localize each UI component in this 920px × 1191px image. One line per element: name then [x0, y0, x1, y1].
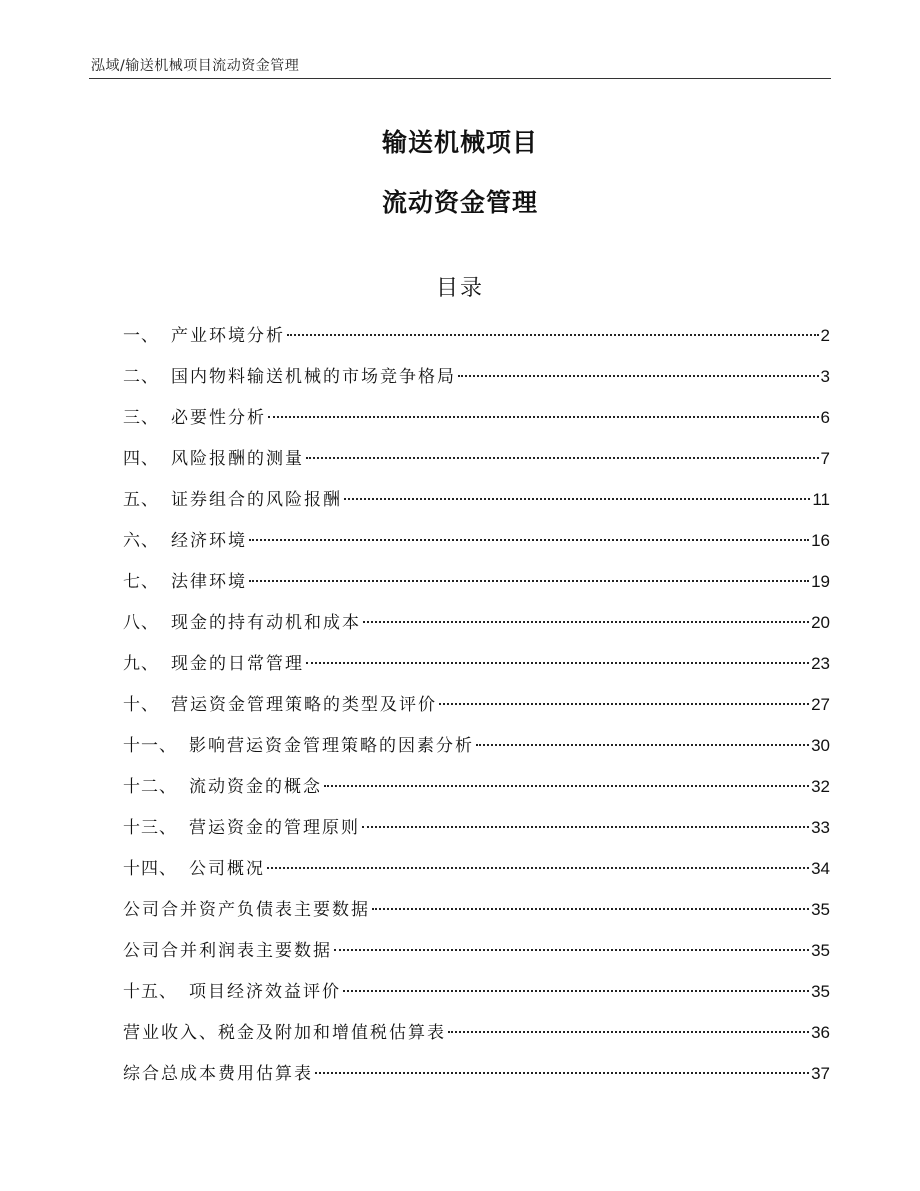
- toc-entry-label: 影响营运资金管理策略的因素分析: [189, 736, 474, 756]
- toc-dot-leader: [372, 908, 809, 910]
- toc-entry-page-number: 35: [811, 982, 830, 1001]
- toc-entry[interactable]: [123, 609, 830, 650]
- toc-entry-label: 公司概况: [189, 859, 265, 879]
- toc-entry-page-number: 20: [811, 613, 830, 632]
- toc-dot-leader: [343, 990, 809, 992]
- toc-dot-leader: [315, 1072, 809, 1074]
- toc-entry-page-number: 3: [820, 367, 830, 386]
- toc-entry-page-number: 34: [811, 859, 830, 878]
- toc-entry-page-number: 36: [811, 1023, 830, 1042]
- toc-dot-leader: [362, 826, 809, 828]
- toc-entry-page-number: 32: [811, 777, 830, 796]
- toc-entry-number: 一、: [123, 326, 159, 346]
- toc-entry-label: 产业环境分析: [171, 326, 285, 346]
- toc-entry[interactable]: [123, 445, 830, 486]
- toc-entry-label: 国内物料输送机械的市场竞争格局: [171, 367, 456, 387]
- toc-entry-number: 六、: [123, 531, 159, 551]
- toc-entry[interactable]: [123, 691, 830, 732]
- header-divider: [89, 78, 831, 79]
- toc-entry[interactable]: [123, 855, 830, 896]
- toc-heading: 目录: [435, 276, 484, 301]
- toc-entry-page-number: 35: [811, 900, 830, 919]
- toc-entry-label: 必要性分析: [171, 408, 266, 428]
- toc-entry-number: 八、: [123, 613, 159, 633]
- toc-entry[interactable]: [123, 363, 830, 404]
- toc-entry-label: 综合总成本费用估算表: [123, 1064, 313, 1084]
- toc-dot-leader: [334, 949, 809, 951]
- toc-entry-page-number: 37: [811, 1064, 830, 1083]
- toc-entry-label: 营运资金的管理原则: [189, 818, 360, 838]
- toc-entry-number: 三、: [123, 408, 159, 428]
- toc-entry-number: 十二、: [123, 777, 177, 797]
- toc-dot-leader: [344, 498, 810, 500]
- toc-entry-label: 法律环境: [171, 572, 247, 592]
- toc-dot-leader: [306, 457, 819, 459]
- toc-entry-page-number: 16: [811, 531, 830, 550]
- toc-entry-label: 公司合并利润表主要数据: [123, 941, 332, 961]
- toc-entry-number: 十四、: [123, 859, 177, 879]
- toc-dot-leader: [324, 785, 809, 787]
- toc-dot-leader: [306, 662, 809, 664]
- toc-dot-leader: [249, 580, 809, 582]
- toc-entry[interactable]: [123, 937, 830, 978]
- toc-entry-number: 四、: [123, 449, 159, 469]
- toc-dot-leader: [267, 867, 809, 869]
- toc-entry-page-number: 23: [811, 654, 830, 673]
- toc-entry[interactable]: [123, 732, 830, 773]
- toc-entry[interactable]: [123, 527, 830, 568]
- toc-entry[interactable]: [123, 650, 830, 691]
- toc-entry-number: 二、: [123, 367, 159, 387]
- toc-entry-number: 十三、: [123, 818, 177, 838]
- toc-entry-label: 证券组合的风险报酬: [171, 490, 342, 510]
- toc-dot-leader: [249, 539, 809, 541]
- toc-entry-label: 风险报酬的测量: [171, 449, 304, 469]
- toc-dot-leader: [268, 416, 819, 418]
- toc-dot-leader: [476, 744, 809, 746]
- toc-entry-label: 现金的日常管理: [171, 654, 304, 674]
- toc-entry-page-number: 35: [811, 941, 830, 960]
- toc-entry-label: 营业收入、税金及附加和增值税估算表: [123, 1023, 446, 1043]
- toc-entry-label: 项目经济效益评价: [189, 982, 341, 1002]
- toc-entry[interactable]: [123, 322, 830, 363]
- toc-entry-page-number: 7: [820, 449, 830, 468]
- toc-dot-leader: [458, 375, 819, 377]
- toc-entry-number: 十一、: [123, 736, 177, 756]
- running-header: 泓域/输送机械项目流动资金管理: [91, 58, 300, 74]
- toc-entry-page-number: 30: [811, 736, 830, 755]
- toc-dot-leader: [363, 621, 809, 623]
- toc-entry[interactable]: [123, 486, 830, 527]
- toc-entry-number: 九、: [123, 654, 159, 674]
- toc-entry[interactable]: [123, 814, 830, 855]
- toc-entry-number: 十、: [123, 695, 159, 715]
- toc-dot-leader: [287, 334, 819, 336]
- toc-entry[interactable]: [123, 404, 830, 445]
- toc-entry-number: 十五、: [123, 982, 177, 1002]
- toc-entry-page-number: 11: [812, 490, 830, 509]
- toc-entry-page-number: 19: [811, 572, 830, 591]
- document-title-line-1: 输送机械项目: [381, 128, 538, 157]
- toc-entry-label: 公司合并资产负债表主要数据: [123, 900, 370, 920]
- toc-entry[interactable]: [123, 978, 830, 1019]
- toc-entry-page-number: 27: [811, 695, 830, 714]
- toc-entry[interactable]: [123, 568, 830, 609]
- document-title-line-2: 流动资金管理: [381, 188, 538, 217]
- toc-entry-page-number: 2: [820, 326, 830, 345]
- toc-entry-page-number: 6: [820, 408, 830, 427]
- toc-dot-leader: [439, 703, 809, 705]
- toc-entry[interactable]: [123, 896, 830, 937]
- toc-entry[interactable]: [123, 773, 830, 814]
- toc-entry-number: 五、: [123, 490, 159, 510]
- toc-entry[interactable]: [123, 1019, 830, 1060]
- toc-entry-number: 七、: [123, 572, 159, 592]
- toc-entry[interactable]: [123, 1060, 830, 1101]
- table-of-contents: [123, 322, 830, 1101]
- toc-entry-label: 经济环境: [171, 531, 247, 551]
- toc-dot-leader: [448, 1031, 809, 1033]
- toc-entry-label: 营运资金管理策略的类型及评价: [171, 695, 437, 715]
- toc-entry-page-number: 33: [811, 818, 830, 837]
- toc-entry-label: 流动资金的概念: [189, 777, 322, 797]
- toc-entry-label: 现金的持有动机和成本: [171, 613, 361, 633]
